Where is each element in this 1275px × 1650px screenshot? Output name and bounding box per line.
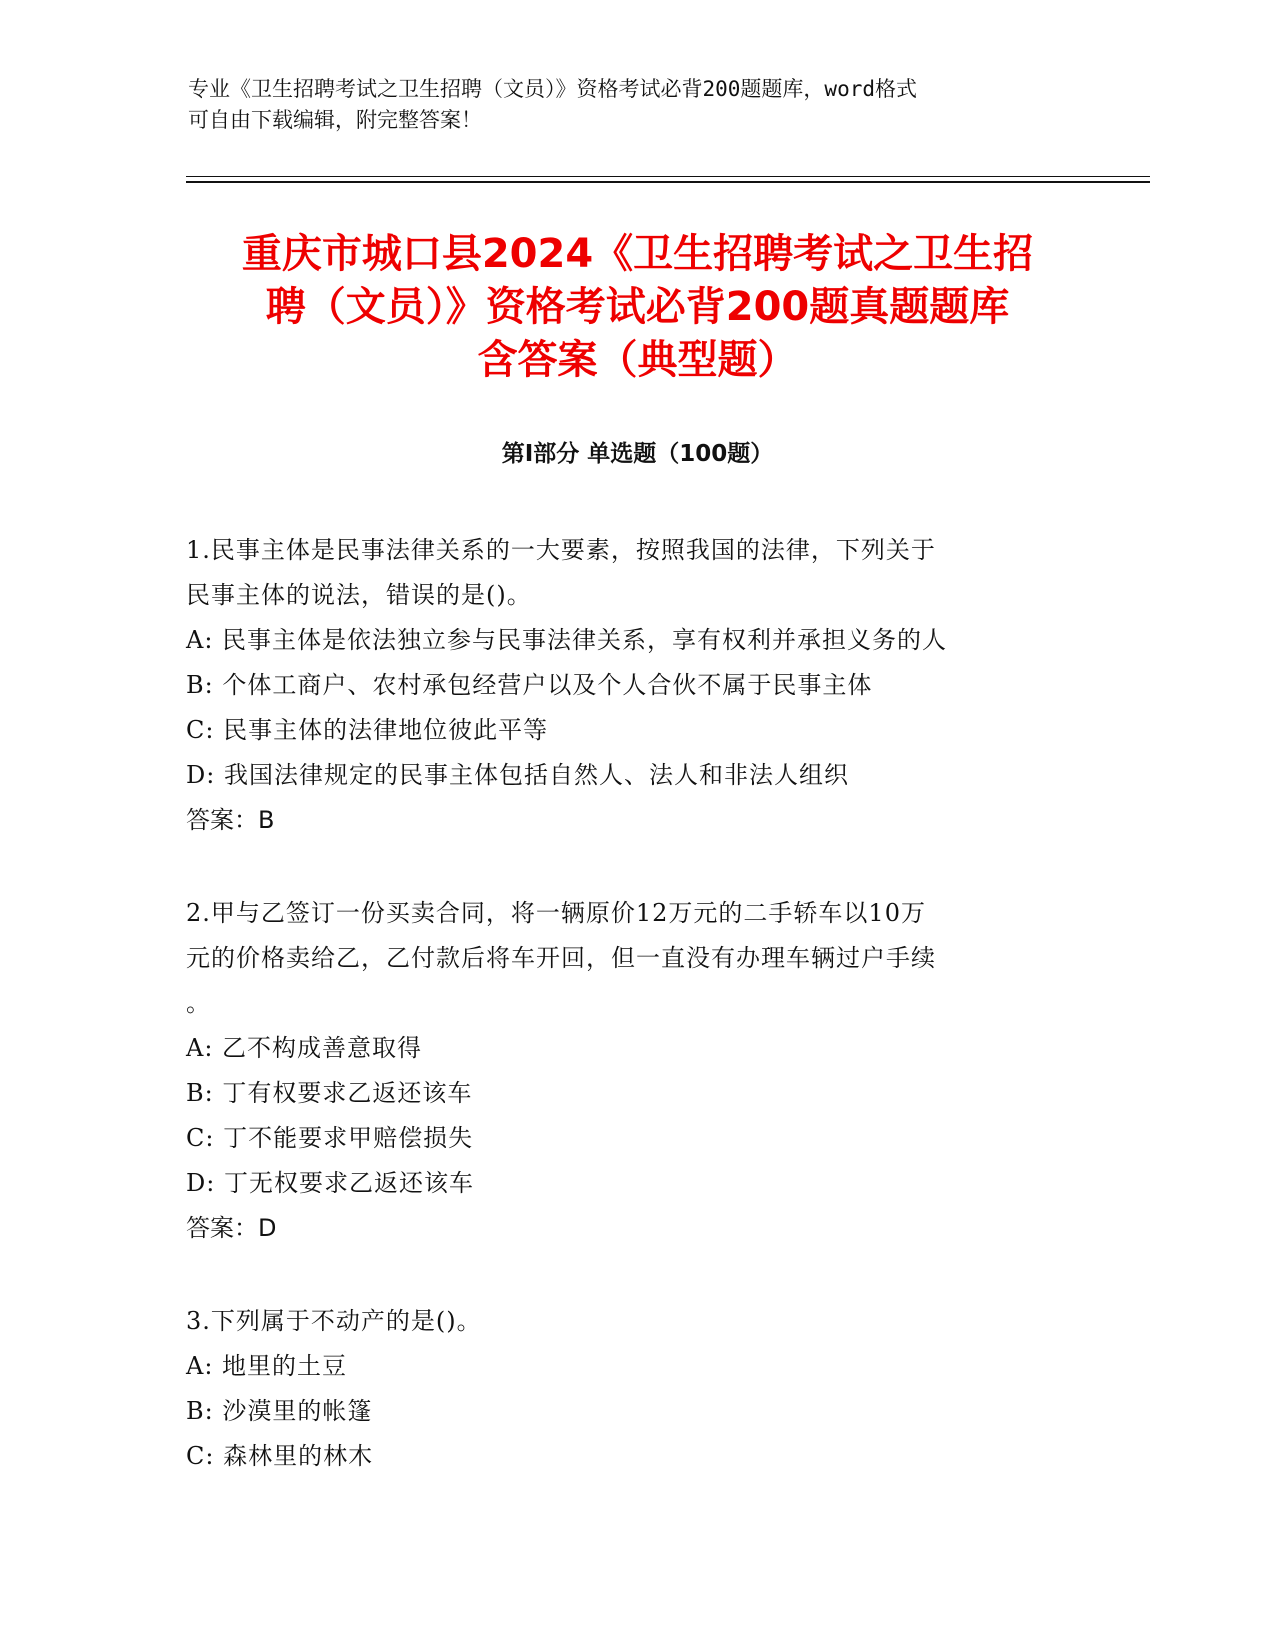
option-c: C: 民事主体的法律地位彼此平等 [186, 716, 549, 744]
question-item [186, 1299, 1086, 1479]
question-list [186, 528, 1086, 1527]
title-line: 重庆市城口县2024《卫生招聘考试之卫生招 [241, 231, 1034, 277]
header-note-line: 可自由下载编辑，附完整答案！ [188, 108, 482, 132]
section-heading: 第Ⅰ部分 单选题（100题） [501, 441, 774, 467]
answer-label: 答案：D [186, 1214, 277, 1242]
header-divider-thin [186, 176, 1150, 177]
header-note [188, 74, 1068, 136]
option-a: A: 地里的土豆 [186, 1352, 348, 1380]
option-d: D: 我国法律规定的民事主体包括自然人、法人和非法人组织 [186, 761, 849, 789]
header-divider-thick [186, 181, 1150, 183]
option-b: B: 个体工商户、农村承包经营户以及个人合伙不属于民事主体 [186, 671, 873, 699]
question-text: 元的价格卖给乙，乙付款后将车开回，但一直没有办理车辆过户手续 [186, 944, 936, 972]
question-text: 。 [186, 989, 211, 1017]
option-b: B: 丁有权要求乙返还该车 [186, 1079, 473, 1107]
question-item [186, 528, 1086, 843]
title-line: 含答案（典型题） [477, 337, 798, 383]
question-text: 民事主体的说法，错误的是()。 [186, 581, 532, 609]
answer-label: 答案：B [186, 806, 275, 834]
document-title [170, 228, 1105, 387]
title-line: 聘（文员）》资格考试必背200题真题题库 [265, 284, 1010, 330]
option-c: C: 森林里的林木 [186, 1442, 374, 1470]
option-c: C: 丁不能要求甲赔偿损失 [186, 1124, 474, 1152]
question-text: 2.甲与乙签订一份买卖合同，将一辆原价12万元的二手轿车以10万 [186, 899, 926, 927]
option-d: D: 丁无权要求乙返还该车 [186, 1169, 474, 1197]
option-a: A: 乙不构成善意取得 [186, 1034, 423, 1062]
option-a: A: 民事主体是依法独立参与民事法律关系，享有权利并承担义务的人 [186, 626, 948, 654]
header-note-line: 专业《卫生招聘考试之卫生招聘（文员）》资格考试必背200题题库，word格式 [188, 77, 917, 101]
question-text: 3.下列属于不动产的是()。 [186, 1307, 482, 1335]
question-item [186, 891, 1086, 1251]
question-text: 1.民事主体是民事法律关系的一大要素，按照我国的法律，下列关于 [186, 536, 936, 564]
option-b: B: 沙漠里的帐篷 [186, 1397, 373, 1425]
